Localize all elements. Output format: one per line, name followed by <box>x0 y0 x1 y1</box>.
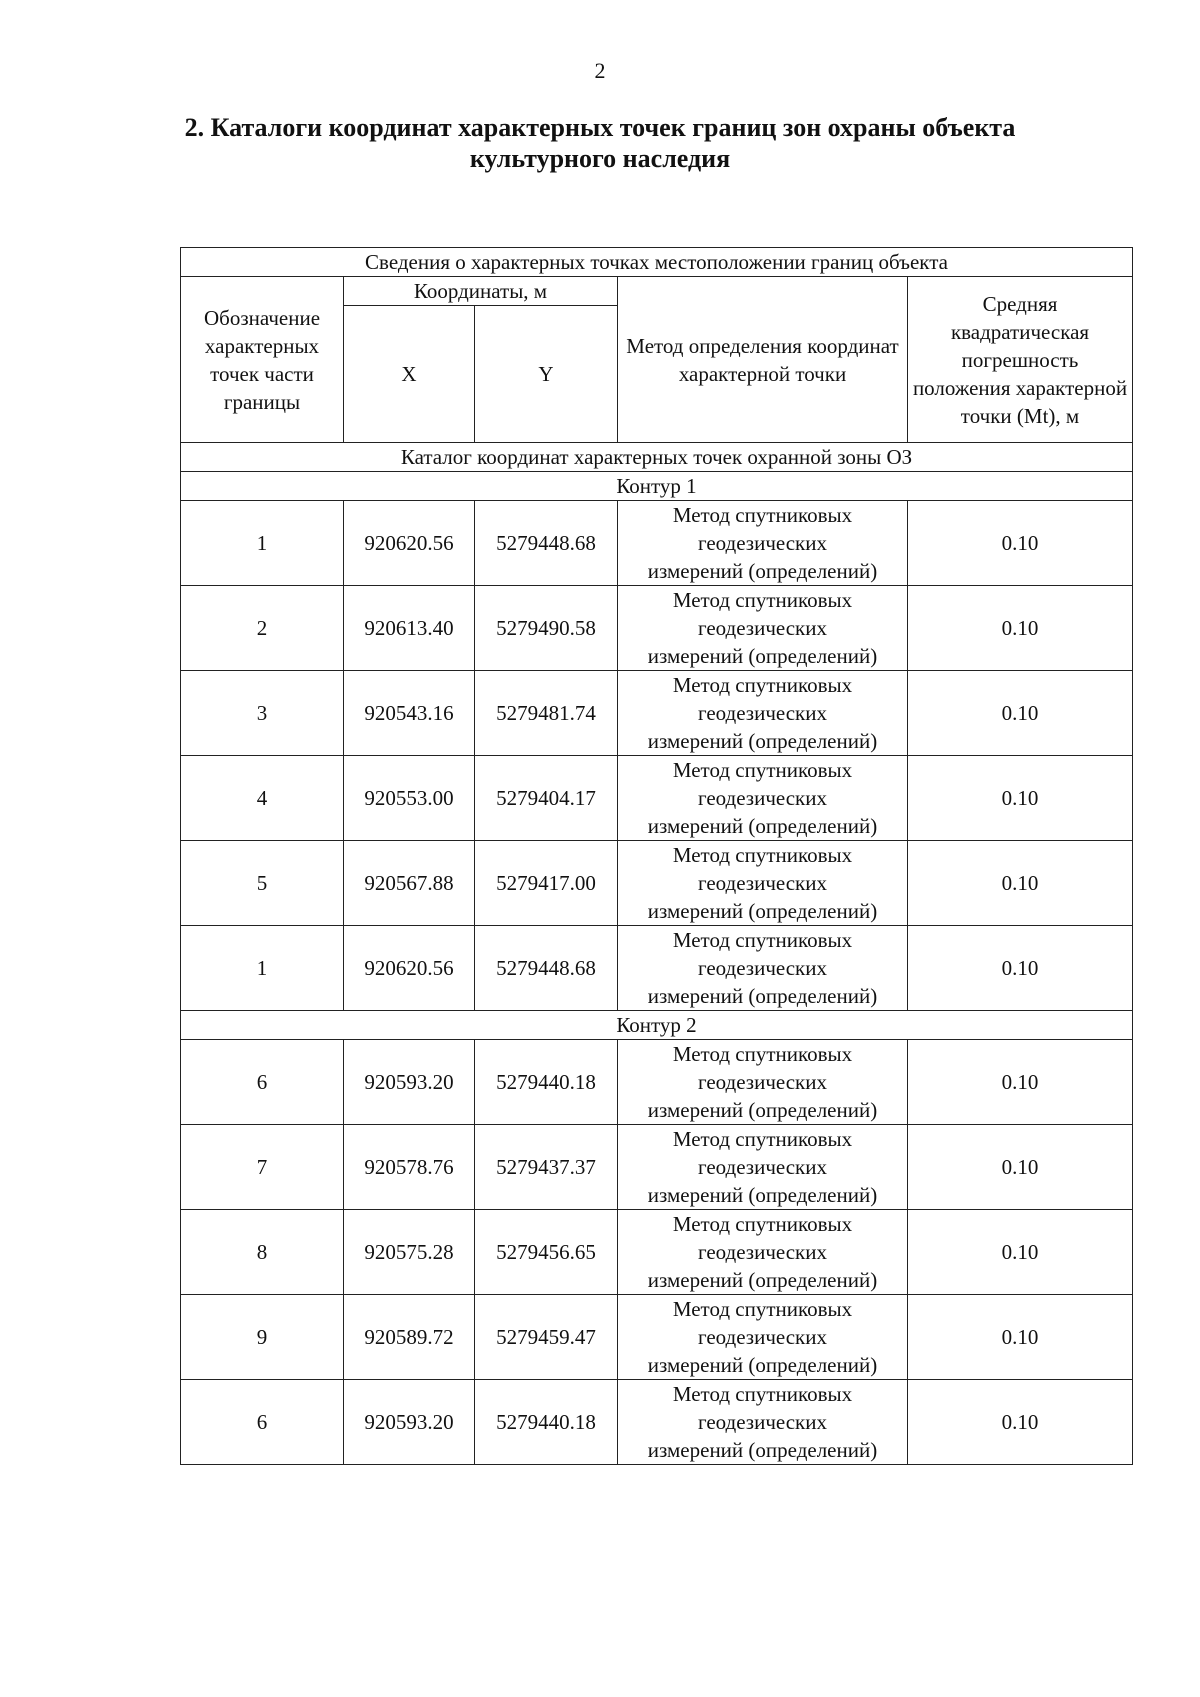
method-line: измерений (определений) <box>647 899 878 923</box>
method-line: измерений (определений) <box>647 729 878 753</box>
header-x: X <box>344 306 475 443</box>
table-row <box>181 586 1133 671</box>
method-line: геодезических <box>697 1070 827 1094</box>
y-coordinate-cell: 5279440.18 <box>475 1040 618 1125</box>
header-y: Y <box>475 306 618 443</box>
method-line: Метод спутниковых <box>672 588 853 612</box>
x-coordinate-cell: 920613.40 <box>344 586 475 671</box>
table-row <box>181 1295 1133 1380</box>
table-row <box>181 1040 1133 1125</box>
method-line: геодезических <box>697 871 827 895</box>
table-row <box>181 756 1133 841</box>
method-line: геодезических <box>697 1155 827 1179</box>
accuracy-cell: 0.10 <box>908 1210 1133 1295</box>
method-cell <box>618 1125 908 1210</box>
point-id-cell: 6 <box>181 1040 344 1125</box>
method-line: Метод спутниковых <box>672 1212 853 1236</box>
method-cell <box>618 1040 908 1125</box>
x-coordinate-cell: 920620.56 <box>344 501 475 586</box>
x-coordinate-cell: 920620.56 <box>344 926 475 1011</box>
header-coordinates: Координаты, м <box>344 277 618 306</box>
method-line: Метод спутниковых <box>672 928 853 952</box>
table-row <box>181 1380 1133 1465</box>
catalog-body <box>181 472 1133 1465</box>
y-coordinate-cell: 5279448.68 <box>475 501 618 586</box>
method-line: измерений (определений) <box>647 1268 878 1292</box>
x-coordinate-cell: 920543.16 <box>344 671 475 756</box>
method-line: измерений (определений) <box>647 814 878 838</box>
x-coordinate-cell: 920567.88 <box>344 841 475 926</box>
method-line: измерений (определений) <box>647 1438 878 1462</box>
contour-label: Контур 1 <box>181 472 1133 501</box>
coordinates-catalog-table <box>180 247 1133 1465</box>
accuracy-cell: 0.10 <box>908 501 1133 586</box>
accuracy-cell: 0.10 <box>908 1295 1133 1380</box>
header-point-id: Обозначение характерных точек части границы <box>181 277 344 443</box>
accuracy-cell: 0.10 <box>908 841 1133 926</box>
point-id-cell: 5 <box>181 841 344 926</box>
method-line: измерений (определений) <box>647 1098 878 1122</box>
point-id-cell: 7 <box>181 1125 344 1210</box>
table-caption: Сведения о характерных точках местоположении границ объекта <box>181 248 1133 277</box>
table-row <box>181 926 1133 1011</box>
point-id-cell: 9 <box>181 1295 344 1380</box>
method-line: Метод спутниковых <box>672 503 853 527</box>
table-row <box>181 671 1133 756</box>
header-accuracy: Средняя квадратическая погрешность положения характерной точки (Mt), м <box>908 277 1133 443</box>
method-line: геодезических <box>697 616 827 640</box>
y-coordinate-cell: 5279459.47 <box>475 1295 618 1380</box>
table-row <box>181 1210 1133 1295</box>
method-line: измерений (определений) <box>647 1353 878 1377</box>
page-title-line-1: 2. Каталоги координат характерных точек границ зон охраны объекта <box>184 113 1016 142</box>
y-coordinate-cell: 5279417.00 <box>475 841 618 926</box>
y-coordinate-cell: 5279404.17 <box>475 756 618 841</box>
y-coordinate-cell: 5279481.74 <box>475 671 618 756</box>
method-line: Метод спутниковых <box>672 758 853 782</box>
x-coordinate-cell: 920575.28 <box>344 1210 475 1295</box>
method-line: Метод спутниковых <box>672 1297 853 1321</box>
accuracy-cell: 0.10 <box>908 671 1133 756</box>
contour-label: Контур 2 <box>181 1011 1133 1040</box>
catalog-title: Каталог координат характерных точек охранной зоны ОЗ <box>181 443 1133 472</box>
method-cell <box>618 926 908 1011</box>
page-title <box>150 112 1050 174</box>
x-coordinate-cell: 920578.76 <box>344 1125 475 1210</box>
y-coordinate-cell: 5279448.68 <box>475 926 618 1011</box>
y-coordinate-cell: 5279456.65 <box>475 1210 618 1295</box>
method-line: измерений (определений) <box>647 984 878 1008</box>
x-coordinate-cell: 920589.72 <box>344 1295 475 1380</box>
point-id-cell: 6 <box>181 1380 344 1465</box>
point-id-cell: 2 <box>181 586 344 671</box>
method-line: Метод спутниковых <box>672 1127 853 1151</box>
method-line: Метод спутниковых <box>672 1042 853 1066</box>
table-row <box>181 501 1133 586</box>
x-coordinate-cell: 920593.20 <box>344 1040 475 1125</box>
point-id-cell: 4 <box>181 756 344 841</box>
method-line: Метод спутниковых <box>672 1382 853 1406</box>
y-coordinate-cell: 5279440.18 <box>475 1380 618 1465</box>
accuracy-cell: 0.10 <box>908 926 1133 1011</box>
x-coordinate-cell: 920593.20 <box>344 1380 475 1465</box>
method-line: геодезических <box>697 1410 827 1434</box>
method-line: Метод спутниковых <box>672 673 853 697</box>
method-line: геодезических <box>697 531 827 555</box>
method-cell <box>618 671 908 756</box>
method-line: геодезических <box>697 701 827 725</box>
point-id-cell: 8 <box>181 1210 344 1295</box>
y-coordinate-cell: 5279490.58 <box>475 586 618 671</box>
table-row <box>181 841 1133 926</box>
method-line: геодезических <box>697 956 827 980</box>
method-line: измерений (определений) <box>647 559 878 583</box>
accuracy-cell: 0.10 <box>908 756 1133 841</box>
accuracy-cell: 0.10 <box>908 586 1133 671</box>
method-line: Метод спутниковых <box>672 843 853 867</box>
table-row <box>181 1125 1133 1210</box>
method-line: геодезических <box>697 1325 827 1349</box>
method-line: измерений (определений) <box>647 644 878 668</box>
accuracy-cell: 0.10 <box>908 1040 1133 1125</box>
accuracy-cell: 0.10 <box>908 1125 1133 1210</box>
method-cell <box>618 756 908 841</box>
method-line: измерений (определений) <box>647 1183 878 1207</box>
y-coordinate-cell: 5279437.37 <box>475 1125 618 1210</box>
method-cell <box>618 1380 908 1465</box>
method-cell <box>618 1210 908 1295</box>
method-line: геодезических <box>697 1240 827 1264</box>
method-line: геодезических <box>697 786 827 810</box>
page-number: 2 <box>594 58 606 83</box>
header-method: Метод определения координат характерной точки <box>618 277 908 443</box>
method-cell <box>618 501 908 586</box>
method-cell <box>618 586 908 671</box>
page-title-line-2: культурного наследия <box>469 144 731 173</box>
x-coordinate-cell: 920553.00 <box>344 756 475 841</box>
method-cell <box>618 1295 908 1380</box>
point-id-cell: 3 <box>181 671 344 756</box>
accuracy-cell: 0.10 <box>908 1380 1133 1465</box>
point-id-cell: 1 <box>181 501 344 586</box>
point-id-cell: 1 <box>181 926 344 1011</box>
method-cell <box>618 841 908 926</box>
